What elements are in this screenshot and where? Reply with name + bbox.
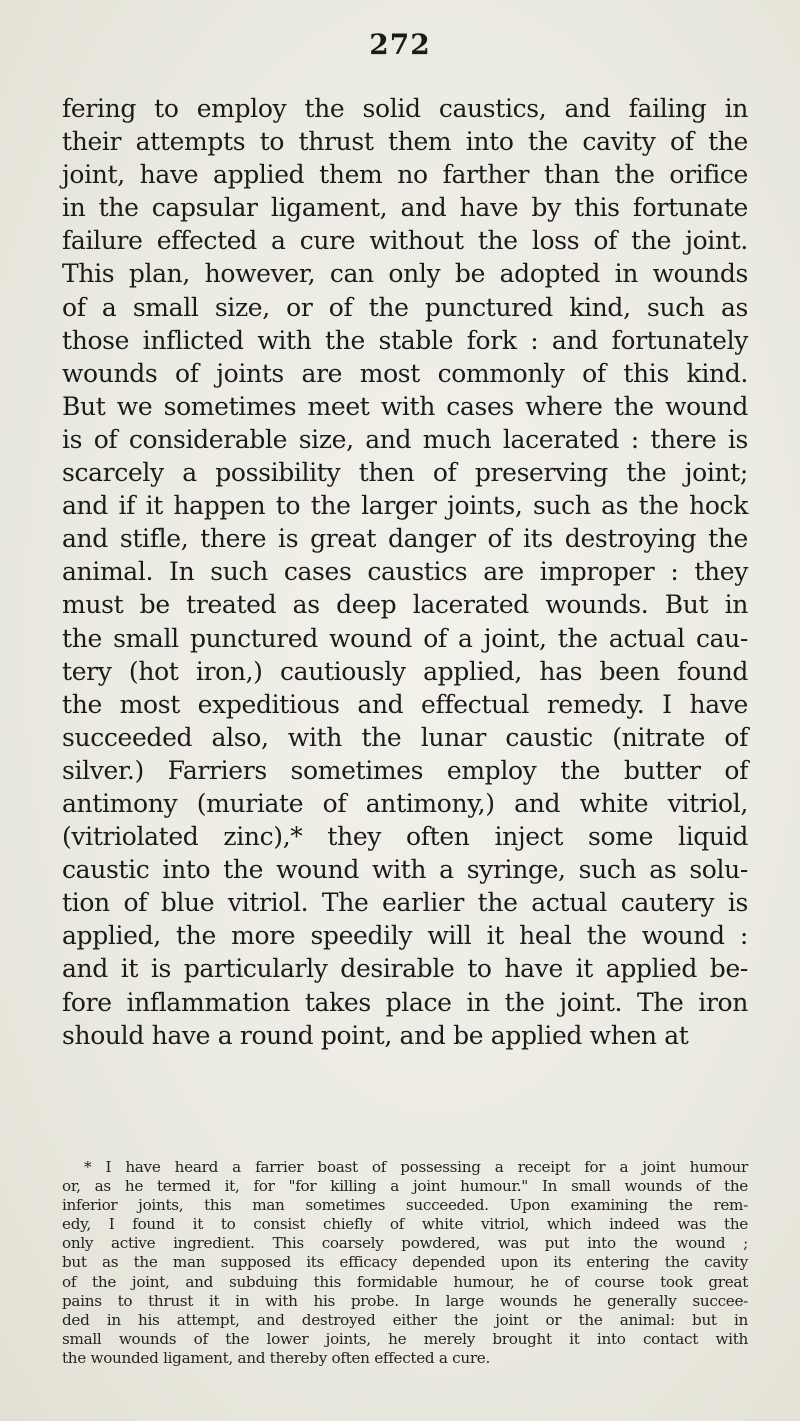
footnote-line: small wounds of the lower joints, he merely brought it into contact with: [62, 1329, 748, 1348]
footnote-line: ded in his attempt, and destroyed either the joint or the animal: but in: [62, 1310, 748, 1329]
body-line: tion of blue vitriol. The earlier the actual cautery is: [62, 888, 748, 918]
body-line: the small punctured wound of a joint, the actual cau-: [62, 623, 748, 653]
body-line: the most expeditious and effectual remedy. I have: [62, 689, 748, 719]
footnote-line: inferior joints, this man sometimes succeeded. Upon examining the rem-: [62, 1196, 748, 1215]
body-line: must be treated as deep lacerated wounds. But in: [62, 590, 748, 620]
body-line: those inflicted with the stable fork : and fortunately: [62, 325, 748, 355]
body-line: tery (hot iron,) cautiously applied, has been found: [62, 656, 748, 686]
footnote-line: of the joint, and subduing this formidable humour, he of course took great: [62, 1272, 748, 1291]
body-line: This plan, however, can only be adopted in wounds: [62, 259, 748, 289]
body-line: silver.) Farriers sometimes employ the butter of: [62, 755, 748, 785]
footnote-line: edy, I found it to consist chiefly of white vitriol, which indeed was the: [62, 1215, 748, 1234]
page-number: 272: [369, 28, 431, 61]
footnote-line: the wounded ligament, and thereby often effected a cure.: [62, 1348, 490, 1367]
body-line: and if it happen to the larger joints, such as the hock: [62, 491, 748, 521]
body-line: their attempts to thrust them into the cavity of the: [62, 127, 748, 157]
footnote: [62, 1158, 748, 1368]
body-line: and it is particularly desirable to have it applied be-: [62, 954, 748, 984]
footnote-line: pains to thrust it in with his probe. In large wounds he generally succee-: [62, 1291, 748, 1310]
body-line: failure effected a cure without the loss of the joint.: [62, 226, 748, 256]
body-line: and stifle, there is great danger of its destroying the: [62, 524, 748, 554]
body-line: fering to employ the solid caustics, and failing in: [62, 94, 748, 123]
footnote-line: but as the man supposed its efficacy depended upon its entering the cavity: [62, 1253, 748, 1272]
body-line: wounds of joints are most commonly of this kind.: [62, 358, 748, 388]
body-line: caustic into the wound with a syringe, such as solu-: [62, 855, 748, 885]
body-line: is of considerable size, and much lacerated : there is: [62, 424, 748, 454]
body-line: applied, the more speedily will it heal the wound :: [62, 921, 748, 951]
footnote-line: only active ingredient. This coarsely powdered, was put into the wound ;: [62, 1234, 748, 1253]
body-line: in the capsular ligament, and have by this fortunate: [62, 193, 748, 223]
body-line: succeeded also, with the lunar caustic (nitrate of: [62, 722, 748, 752]
body-line: of a small size, or of the punctured kind, such as: [62, 292, 748, 322]
body-line: antimony (muriate of antimony,) and white vitriol,: [62, 788, 748, 818]
body-line: should have a round point, and be applied when at: [62, 1020, 689, 1050]
body-line: scarcely a possibility then of preserving the joint;: [62, 458, 748, 488]
footnote-line: or, as he termed it, for "for killing a joint humour." In small wounds of the: [62, 1177, 748, 1196]
body-text: [62, 92, 748, 1052]
body-line: joint, have applied them no farther than the orifice: [62, 160, 748, 190]
body-line: But we sometimes meet with cases where the wound: [62, 391, 748, 421]
body-line: (vitriolated zinc),* they often inject some liquid: [62, 822, 748, 852]
body-line: fore inflammation takes place in the joint. The iron: [62, 987, 748, 1017]
footnote-line: * I have heard a farrier boast of possessing a receipt for a joint humour: [84, 1158, 748, 1176]
body-line: animal. In such cases caustics are improper : they: [62, 557, 748, 587]
